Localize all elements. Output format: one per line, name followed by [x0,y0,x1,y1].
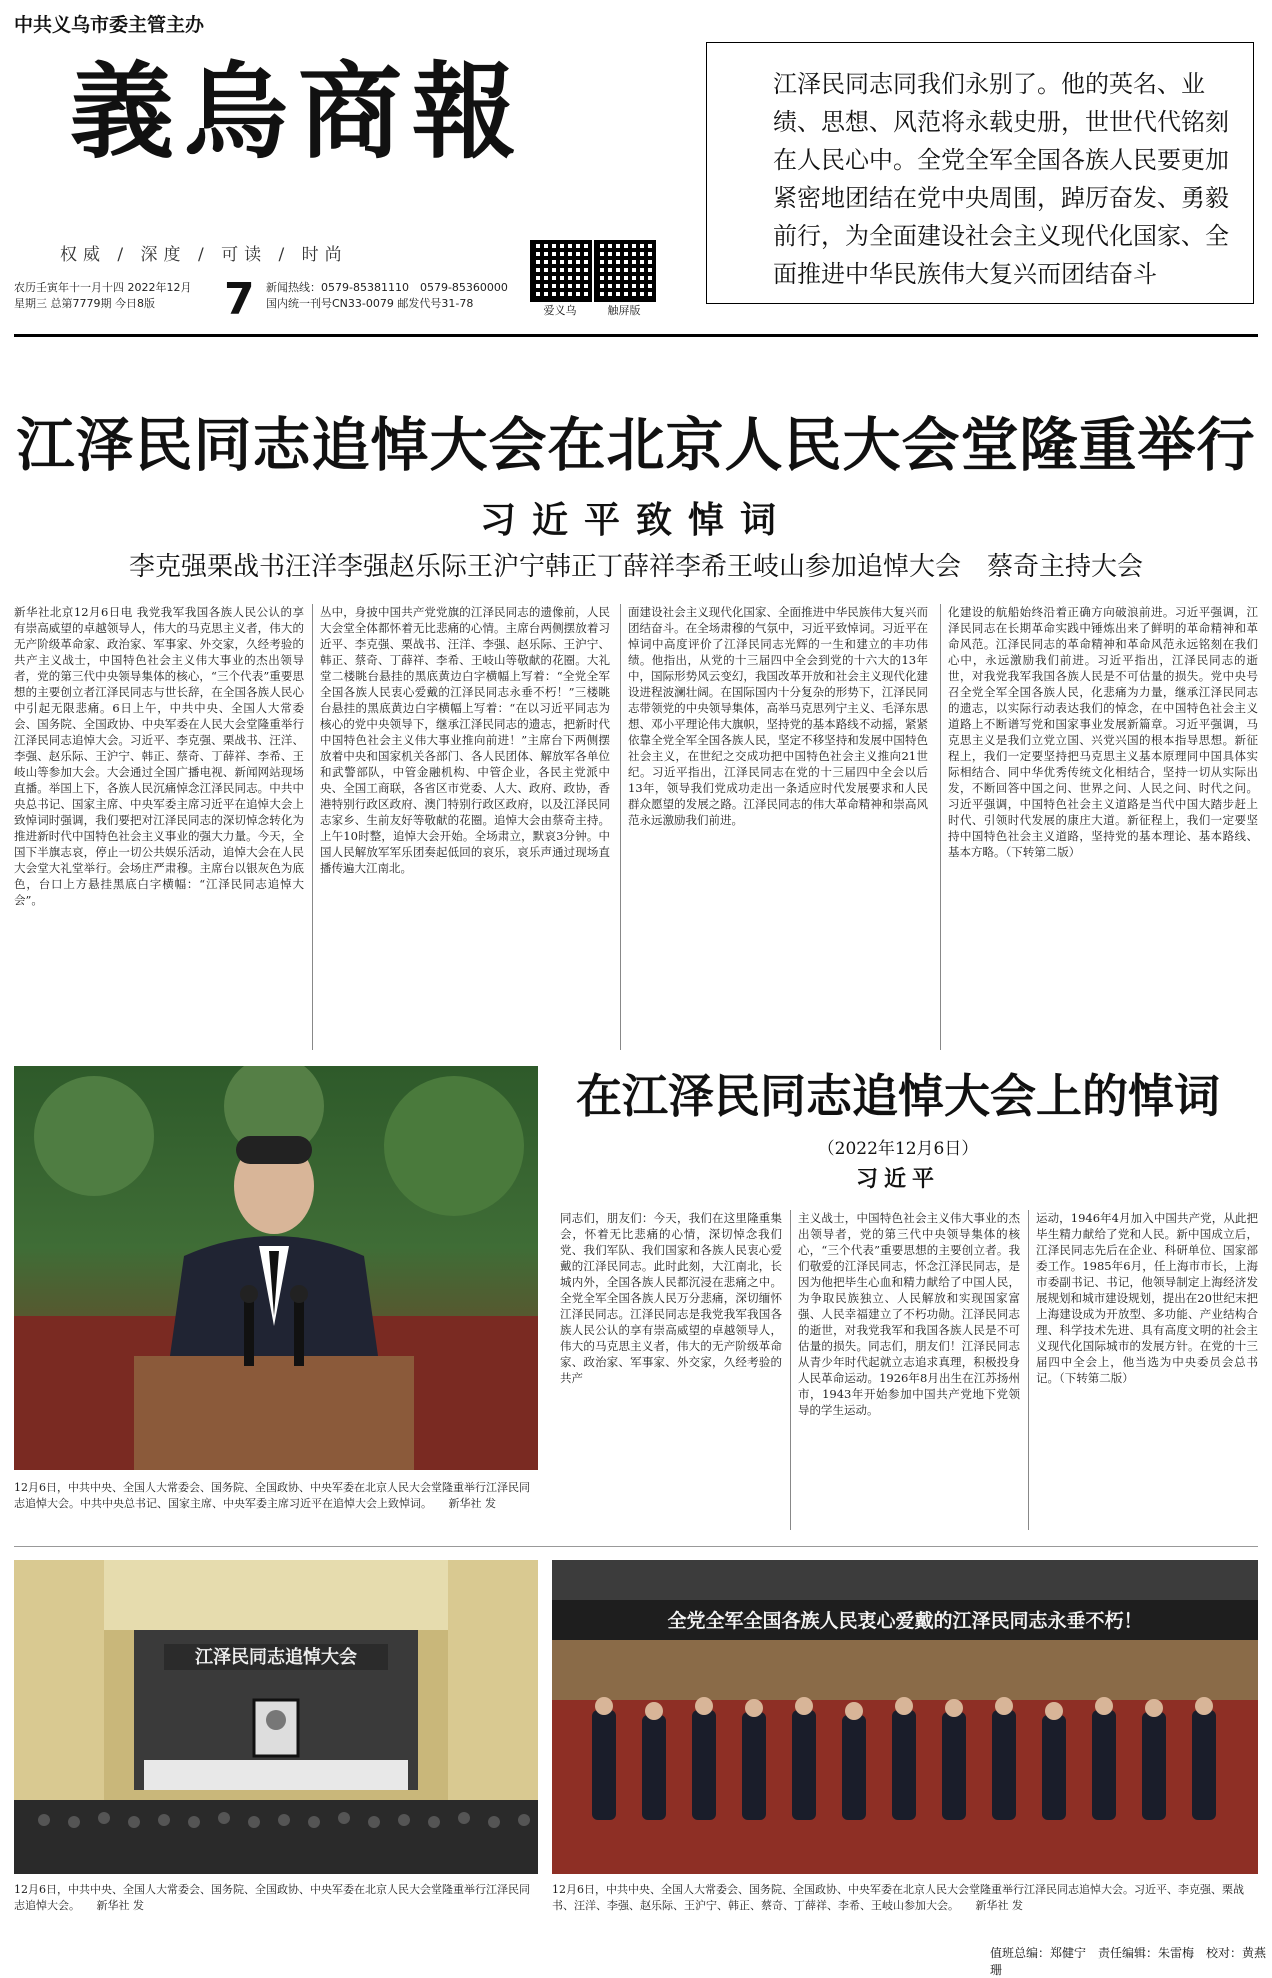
column-separator [940,604,941,1050]
contact-line-1: 新闻热线：0579-85381110 0579-85360000 [266,281,508,294]
page-number: 7 [224,274,255,325]
qr-code-icon [594,240,656,302]
qr-code-2-label: 触屏版 [607,304,641,317]
mourners-banner-text: 全党全军全国各族人民衷心爱戴的江泽民同志永垂不朽！ [667,1610,1143,1632]
mourners-photo-caption: 12月6日，中共中央、全国人大常委会、国务院、全国政协、中央军委在北京人民大会堂隆重举行江泽民同志追悼大会。习近平、李克强、栗战书、汪洋、李强、赵乐际、王沪宁、韩正、蔡奇、丁薛祥、李希、王岐山参加大会。 新华社 发 [552,1883,1244,1912]
eulogy-column-2: 主义战士，中国特色社会主义伟大事业的杰出领导者，党的第三代中央领导集体的核心，“三个代表”重要思想的主要创立者。我们敬爱的江泽民同志，怀念江泽民同志，是因为他把毕生心血和精力献给了中国人民，为争取民族独立、人民解放和实现国家富强、人民幸福建立了不朽功勋。江泽民同志的逝世，对我党我军和我国各族人民是不可估量的损失。同志们，朋友们！江泽民同志从青少年时代起就立志追求真理，积极投身人民革命运动。1926年8月出生在江苏扬州市，1943年开始参加中国共产党地下党领导的学生运动。 [798,1211,1020,1417]
lead-column-2: 丛中，身披中国共产党党旗的江泽民同志的遗像前，人民大会堂全体都怀着无比悲痛的心情。主席台两侧摆放着习近平、李克强、栗战书、汪洋、李强、赵乐际、王沪宁、韩正、蔡奇、丁薛祥、李希、王岐山等敬献的花圈。大礼堂二楼眺台悬挂的黑底黄边白字横幅上写着：“全党全军全国各族人民衷心爱戴的江泽民同志永垂不朽！”三楼眺台悬挂的黑底黄边白字横幅上写着：“在以习近平同志为核心的党中央领导下，继承江泽民同志的遗志，把新时代中国特色社会主义伟大事业推向前进！”主席台下两侧摆放着中央和国家机关各部门、各人民团体、解放军各单位和武警部队，中管金融机构、中管企业，各民主党派中央、全国工商联，各省区市党委、人大、政府、政协，香港特别行政区政府、澳门特别行政区政府，以及江泽民同志家乡、生前友好等敬献的花圈。追悼大会由蔡奇主持。上午10时整，追悼大会开始。全场肃立，默哀3分钟。中国人民解放军军乐团奏起低回的哀乐，哀乐声通过现场直播传遍大江南北。 [320,605,610,875]
masthead-logo: 義烏商報 [70,50,527,173]
qr-code-1-label: 爱义乌 [543,304,577,317]
lead-column-3: 面建设社会主义现代化国家、全面推进中华民族伟大复兴而团结奋斗。在全场肃穆的气氛中，习近平致悼词。习近平在悼词中高度评价了江泽民同志光辉的一生和建立的丰功伟绩。他指出，从党的十三届四中全会到党的十六大的13年中，国际形势风云变幻，我国改革开放和社会主义现代化建设进程波澜壮阔。在国际国内十分复杂的形势下，江泽民同志带领党的中央领导集体，高举马克思列宁主义、毛泽东思想、邓小平理论伟大旗帜，坚持党的基本路线不动摇，紧紧依靠全党全军全国各族人民，坚定不移坚持和发展中国特色社会主义，在世纪之交成功把中国特色社会主义推向21世纪。习近平指出，江泽民同志在党的十三届四中全会以后13年，领导我们党成功走出一条适应时代发展要求和人民群众愿望的发展之路。江泽民同志的伟大革命精神和崇高风范永远激励我们前进。 [628,605,928,827]
qr-code-2[interactable] [594,240,656,318]
kicker: 中共义乌市委主管主办 [14,14,205,36]
eulogy-author: 习近平 [855,1166,940,1192]
date-line-2: 星期三 总第7779期 今日8版 [14,297,155,310]
contact-line-2: 国内统一刊号CN33-0079 邮发代号31-78 [266,297,474,310]
hall-banner-text: 江泽民同志追悼大会 [195,1647,357,1668]
speech-photo-caption: 12月6日，中共中央、全国人大常委会、国务院、全国政协、中央军委在北京人民大会堂隆重举行江泽民同志追悼大会。中共中央总书记、国家主席、中央军委主席习近平在追悼大会上致悼词。 新华社 发 [14,1481,530,1510]
date-block [14,280,192,312]
date-line-1: 农历壬寅年十一月十四 2022年12月 [14,281,192,294]
lead-headline: 江泽民同志追悼大会在北京人民大会堂隆重举行 [16,411,1256,479]
mourners-photo [552,1560,1258,1874]
column-separator [1028,1210,1029,1530]
lead-subhead-attendees: 李克强栗战书汪洋李强赵乐际王沪宁韩正丁薛祥李希王岐山参加追悼大会 蔡奇主持大会 [128,552,1143,582]
speech-photo [14,1066,538,1470]
lead-column-4: 化建设的航船始终沿着正确方向破浪前进。习近平强调，江泽民同志在长期革命实践中锤炼出来了鲜明的革命精神和革命风范。江泽民同志的革命精神和革命风范永远铭刻在我们心中，永远激励我们前进。习近平指出，江泽民同志的逝世，对我党我军我国各族人民是不可估量的损失。党中央号召全党全军全国各族人民，化悲痛为力量，继承江泽民同志的遗志，以实际行动表达我们的悼念，在中国特色社会主义道路上不断谱写党和国家事业发展新篇章。习近平强调，马克思主义是我们立党立国、兴党兴国的根本指导思想。新征程上，我们一定要坚持把马克思主义基本原理同中国具体实际相结合、同中华优秀传统文化相结合，坚持一切从实际出发，不断回答中国之问、世界之问、人民之问、时代之问。习近平强调，中国特色社会主义道路是当代中国大踏步赶上时代、引领时代发展的康庄大道。新征程上，我们一定要坚持中国特色社会主义道路，坚持党的基本理论、基本路线、基本方略。（下转第二版） [948,605,1258,859]
hall-photo [14,1560,538,1874]
editor-credits: 值班总编：郑健宁 责任编辑：朱雷梅 校对：黄燕珊 [990,1946,1267,1977]
notice-box: 江泽民同志同我们永别了。他的英名、业绩、思想、风范将永载史册，世世代代铭刻在人民心中。全党全军全国各族人民要更加紧密地团结在党中央周围，踔厉奋发、勇毅前行，为全面建设社会主义现代化国家、全面推进中华民族伟大复兴而团结奋斗 [706,42,1254,304]
hall-photo-caption: 12月6日，中共中央、全国人大常委会、国务院、全国政协、中央军委在北京人民大会堂隆重举行江泽民同志追悼大会。 新华社 发 [14,1883,530,1912]
column-separator [620,604,621,1050]
slogan: 权威 / 深度 / 可读 / 时尚 [60,245,348,265]
lead-subhead: 习近平致悼词 [479,500,792,541]
eulogy-column-3: 运动，1946年4月加入中国共产党，从此把毕生精力献给了党和人民。新中国成立后，江泽民同志先后在企业、科研单位、国家部委工作。1985年6月，任上海市市长，上海市委副书记、书记，他领导制定上海经济发展规划和城市建设规划，提出在20世纪末把上海建设成为开放型、多功能、产业结构合理、科学技术先进、具有高度文明的社会主义现代化国际城市的发展方针。在党的十三届四中全会上，他当选为中央委员会总书记。（下转第二版） [1036,1211,1258,1385]
eulogy-title: 在江泽民同志追悼大会上的悼词 [576,1069,1220,1123]
header-rule [14,334,1258,337]
section-rule [14,1546,1258,1547]
qr-code-icon [530,240,592,302]
eulogy-column-1: 同志们，朋友们：今天，我们在这里隆重集会，怀着无比悲痛的心情，深切悼念我们党、我们军队、我们国家和各族人民衷心爱戴的江泽民同志。此时此刻，大江南北，长城内外，全国各族人民都沉浸在悲痛之中。全党全军全国各族人民万分悲痛，深切缅怀江泽民同志。江泽民同志是我党我军我国各族人民公认的享有崇高威望的卓越领导人，伟大的马克思主义者，伟大的无产阶级革命家、政治家、军事家、外交家，久经考验的共产 [560,1211,782,1385]
eulogy-date: （2022年12月6日） [817,1139,979,1159]
lead-column-1: 新华社北京12月6日电 我党我军我国各族人民公认的享有崇高威望的卓越领导人，伟大的马克思主义者，伟大的无产阶级革命家、政治家、军事家、外交家，久经考验的共产主义战士，中国特色社会主义伟大事业的杰出领导者，党的第三代中央领导集体的核心，“三个代表”重要思想的主要创立者江泽民同志与世长辞，在全国各族人民心中引起无限悲痛。6日上午，中共中央、全国人大常委会、国务院、全国政协、中央军委在人民大会堂隆重举行江泽民同志追悼大会。习近平、李克强、栗战书、汪洋、李强、赵乐际、王沪宁、韩正、蔡奇、丁薛祥、李希、王岐山等参加大会。大会通过全国广播电视、新闻网站现场直播。举国上下，各族人民沉痛悼念江泽民同志。中共中央总书记、国家主席、中央军委主席习近平在追悼大会上致悼词时强调，我们要把对江泽民同志的深切悼念转化为推进新时代中国特色社会主义事业的强大力量。今天，全国下半旗志哀，停止一切公共娱乐活动，追悼大会在人民大会堂大礼堂举行。会场庄严肃穆。主席台以银灰色为底色，台口上方悬挂黑底白字横幅：“江泽民同志追悼大会”。 [14,605,304,907]
column-separator [790,1210,791,1530]
column-separator [312,604,313,1050]
contact-block [266,280,508,312]
qr-code-1[interactable] [530,240,592,318]
